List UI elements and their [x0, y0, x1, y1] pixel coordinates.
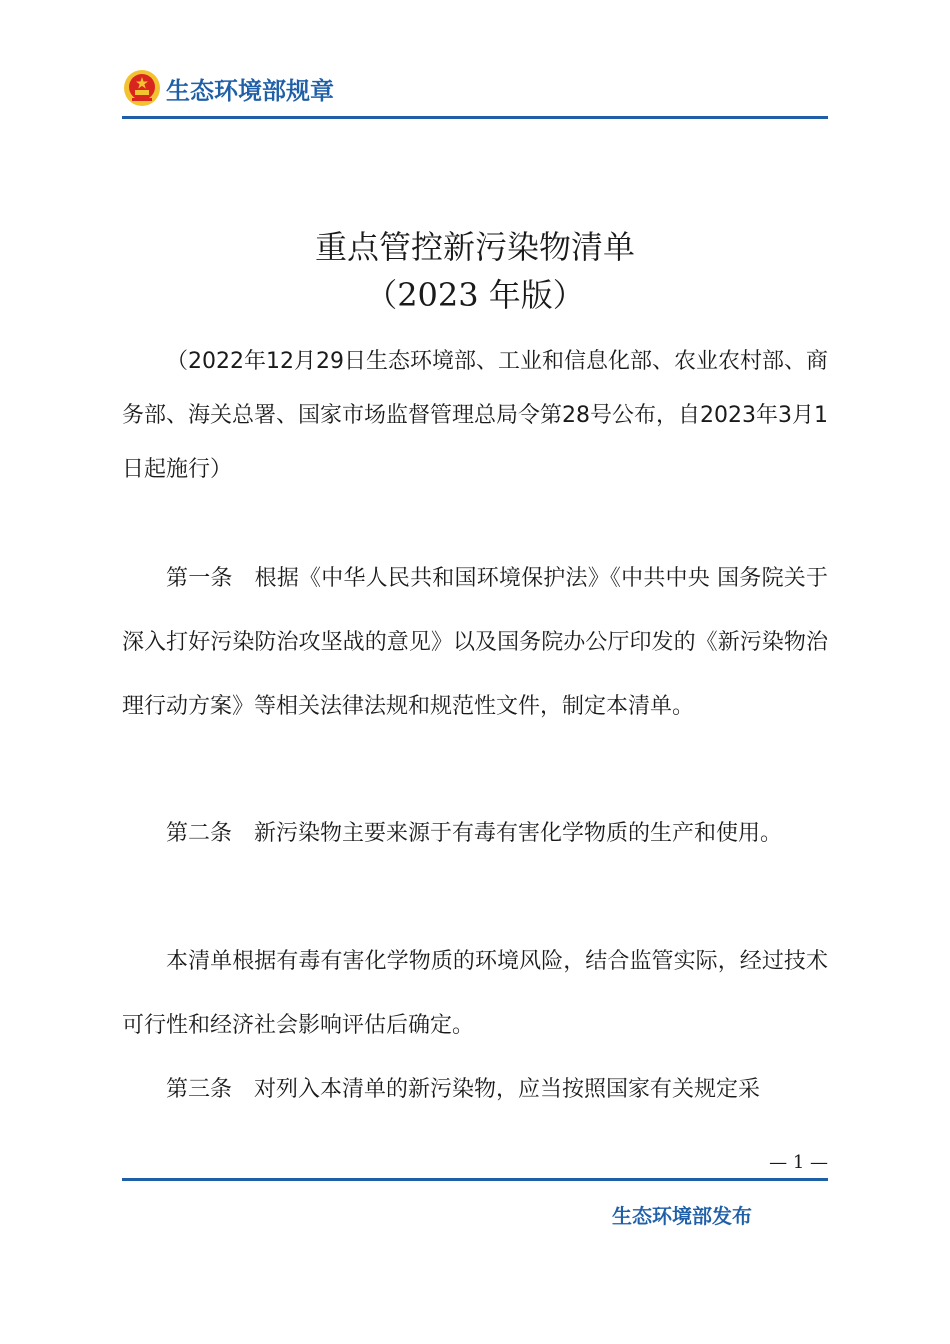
header-divider: [122, 116, 828, 119]
document-edition: （2023 年版）: [365, 276, 585, 314]
article-text: 根据《中华人民共和国环境保护法》《中共中央 国务院关于深入打好污染防治攻坚战的意见》以及国务院办公厅印发的《新污染物治理行动方案》等相关法律法规和规范性文件，制定本清单。: [122, 566, 828, 719]
footer-divider: [122, 1178, 828, 1181]
footer-publisher: 生态环境部发布: [612, 1204, 752, 1228]
article-paragraph: [122, 1058, 828, 1122]
article-text: 本清单根据有毒有害化学物质的环境风险，结合监管实际，经过技术可行性和经济社会影响评估后确定。: [122, 949, 828, 1038]
page-header: [122, 64, 334, 112]
document-title: 重点管控新污染物清单: [314, 228, 635, 266]
article-paragraph: [122, 930, 828, 1058]
document-preamble: （2022年12月29日生态环境部、工业和信息化部、农业农村部、商务部、海关总署、国家市场监督管理总局令第28号公布，自2023年3月1日起施行）: [122, 349, 828, 482]
article-number: 第一条: [166, 566, 233, 591]
article-number: 第三条: [166, 1077, 233, 1102]
article-paragraph: [122, 802, 828, 866]
article-text: 对列入本清单的新污染物，应当按照国家有关规定采: [254, 1077, 761, 1102]
page-number: — 1 —: [769, 1152, 828, 1173]
header-title: 生态环境部规章: [166, 76, 334, 105]
national-emblem-icon: [122, 68, 162, 108]
article-text: 新污染物主要来源于有毒有害化学物质的生产和使用。: [254, 821, 783, 846]
article-paragraph: [122, 547, 828, 739]
article-number: 第二条: [166, 821, 233, 846]
